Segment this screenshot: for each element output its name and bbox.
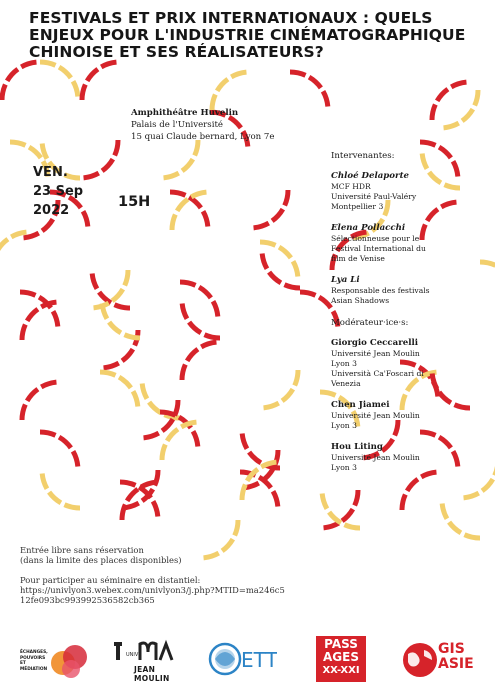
moderators-heading: Modérateur·ice·s: [331,318,409,328]
speaker-name: Chloé Delaporte [331,171,410,181]
decorative-arc [22,382,60,420]
decorative-arc [22,302,60,340]
decorative-arc [212,72,250,110]
poster-title [29,10,479,61]
decorative-arc [322,490,360,528]
speaker-details: Sélectionneuse pour le Festival International du film de Venise [331,234,426,263]
moderator-details: Université Jean Moulin Lyon 3 [331,411,420,430]
logo-jean-moulin-text: JEAN MOULIN [134,665,170,683]
decorative-arc [100,372,138,410]
decorative-arc [82,62,120,100]
title-line-3: CHINOISE ET SES RÉALISATEURS? [29,43,324,61]
remote-text: Pour participer au séminaire en distantiel: [20,575,201,585]
decorative-arc [40,432,78,470]
logo-jean-moulin [110,638,190,683]
webex-link-1[interactable]: https://univlyon3.webex.com/univlyon3/j.php?MTID=ma246c5 [20,585,285,595]
decorative-arc [40,62,78,100]
logo-passages-line3: XX-XXI [322,665,360,676]
entry-text: Entrée libre sans réservation [20,545,144,555]
decorative-arc [80,140,118,178]
logo-passages-line1: PASS [324,637,358,651]
iett-logo-icon [207,640,277,678]
decorative-arc [240,472,278,510]
speaker-details: Responsable des festivals Asian Shadows [331,286,430,305]
speaker-name: Elena Pollacchi [331,223,406,233]
logo-passages-line2: AGES [323,650,359,664]
footer-info [20,545,285,605]
logo-gis-line2: ASIE [438,656,474,672]
decorative-arc [290,72,328,110]
decorative-arc [250,190,288,228]
decorative-arc [2,62,40,100]
globe-icon [400,640,440,680]
moderator-name: Giorgio Ceccarelli [331,338,418,348]
entry-note: (dans la limite des places disponibles) [20,555,182,565]
moderator-name: Hou Liting [331,442,383,452]
decorative-arc [120,482,158,520]
overlapping-circles-icon [47,640,92,680]
decorative-arc [260,370,298,408]
moderator-name: Chen Jiamei [331,400,390,410]
speaker-name: Lya Li [331,275,360,285]
title-line-1: FESTIVALS ET PRIX INTERNATIONAUX : QUELS [29,9,433,27]
venue-block [131,107,274,143]
date-date: 23 Sep [33,184,84,199]
logo-gis-line1: GIS [438,641,465,657]
decorative-arc [442,500,480,538]
participants-column [331,151,491,483]
speaker-details: MCF HDR Université Paul-Valéry Montpellier 3 [331,182,417,211]
decorative-arc [160,140,198,178]
date-block [33,163,83,220]
title-line-2: ENJEUX POUR L'INDUSTRIE CINÉMATOGRAPHIQUE [29,26,466,44]
logo-echanges-text: ÉCHANGES, POUVOIRS ET MÉDIATION [20,650,48,672]
moderator-details: Université Jean Moulin Lyon 3 [331,453,420,472]
logo-gis-asie [400,636,480,682]
partner-logos [0,628,495,688]
date-year: 2022 [33,203,70,218]
decorative-arc [432,82,470,120]
venue-address: 15 quai Claude bernard, Lyon 7e [131,132,275,142]
svg-text:ETT: ETT [241,648,277,672]
moderator-details: Université Jean Moulin Lyon 3 Università Ca'Foscari di Venezia [331,349,424,388]
decorative-arc [92,270,130,308]
date-day: VEN. [33,165,68,180]
speakers-heading: Intervenantes: [331,151,395,161]
speaker-2 [331,222,491,264]
decorative-arc [42,470,80,508]
svg-text:UNIV: UNIV [126,652,139,658]
speaker-3 [331,274,491,306]
logo-passages [316,636,366,682]
venue-name: Amphithéâtre Huvelin [131,108,239,118]
logo-iett [207,640,277,678]
decorative-arc [170,192,208,230]
jean-moulin-emblem-icon [110,638,190,664]
date-hour: 15H [118,194,151,210]
venue-building: Palais de l'Université [131,120,223,130]
logo-echanges [20,640,90,678]
decorative-arc [182,342,220,380]
moderator-1 [331,337,491,389]
speaker-1 [331,170,491,212]
moderator-3 [331,441,491,473]
moderator-2 [331,399,491,431]
decorative-arc [440,90,478,128]
webex-link-2[interactable]: 12fe093bc993992536582cb365 [20,595,155,605]
